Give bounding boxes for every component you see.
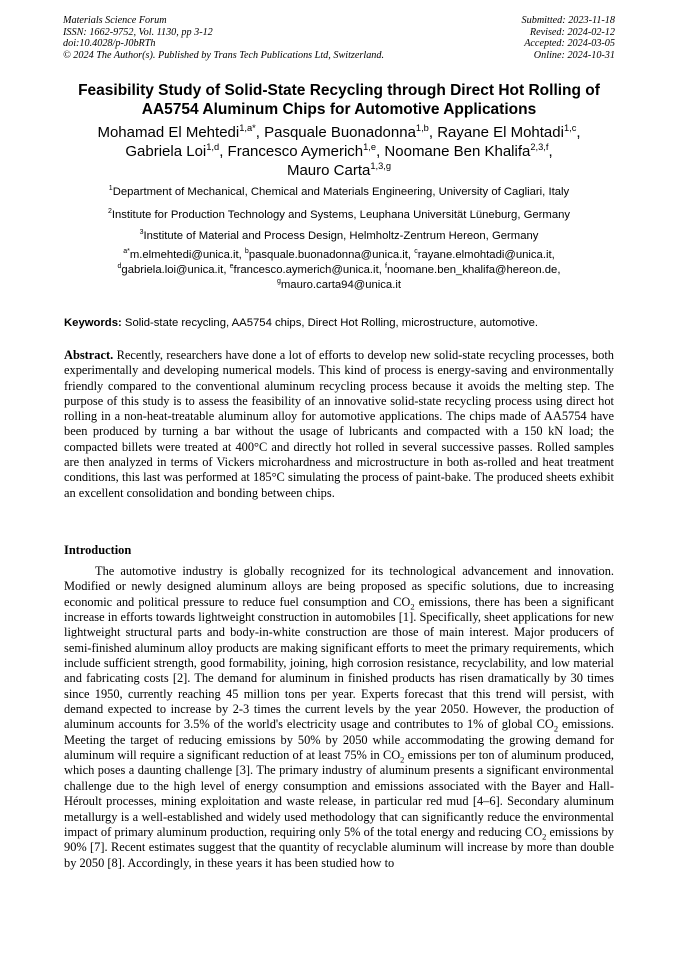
keywords [64, 316, 624, 330]
email[interactable]: $^c$rayane.elmohtadi@unica.it [414, 248, 552, 261]
email[interactable]: $^g$mauro.carta94@unica.it [276, 277, 401, 291]
author: Pasquale Buonadonna$^{1,b}$ [264, 123, 429, 141]
journal-copyright: © 2024 The Author(s). Published by Trans Tech Publications Ltd, Switzerland. [63, 49, 385, 61]
journal-issn: ISSN: 1662-9752, Vol. 1130, pp 3-12 [63, 26, 213, 38]
affiliation: $^2$Institute for Production Technology and Systems, Leuphana Universität Lüneburg, Germany [107, 208, 571, 221]
keywords-label: Keywords: [64, 317, 122, 329]
email[interactable]: $^e$francesco.aymerich@unica.it [229, 263, 379, 276]
author: Francesco Aymerich$^{1,e}$ [227, 142, 377, 160]
introduction-paragraph: The automotive industry is globally recognized for its technological advancement and innovation. Modified or newly designed aluminum alloys are being proposed as specific solutions, due to increasing economic and political pressure to reduce fuel consumption and $CO_2$ emissions, there has been a significant increase in efforts towards lightweight construction in automobiles [1]. Specifically, sheet applications for new lightweight structural parts and body-in-white construction are those of main interest. Major producers of semi-finished aluminum alloy products are making significant efforts to meet the primary requirements, which include sufficient strength, good formability, joining, high corrosion resistance, recyclability, and low material and fabricating costs [2]. The demand for aluminum in finished products has risen dramatically by 30 times since 1950, currently reaching 45 million tons per year. Experts forecast that this trend will persist, with demand expected to increase by 2-3 times the current levels by the year 2050. However, the production of aluminum accounts for 3.5% of the world's electricity usage and contributes to 1% of global $CO_2$ emissions. Meeting the target of reducing emissions by 50% by 2050 while accommodating the growing demand for aluminum will require a significant reduction of at least 75% in $CO_2$ emissions per ton of aluminum produced, which poses a daunting challenge [3]. The primary industry of aluminum presents a significant environmental challenge due to the high level of energy consumption and emissions associated with the Bayer and Hall-Héroult processes, mining exploitation and waste release, in particular red mud [4–6]. Secondary aluminum metallurgy is a well-established and widely used methodology that can significantly reduce the environmental impact of primary aluminum production, requiring only 5% of the total energy and reducing $CO_2$ emissions by 90% [7]. Recent estimates suggest that the quantity of recyclable aluminum will increase by more than double by 2050 [8]. Accordingly, in these years it has been studied how to [64, 564, 615, 870]
date-accepted: Accepted: 2024-03-05 [524, 38, 615, 49]
date-submitted: Submitted: 2023-11-18 [521, 15, 615, 26]
author: Mauro Carta$^{1,3,g}$ [286, 161, 392, 179]
author: Gabriela Loi$^{1,d}$ [125, 142, 220, 160]
author-line-1: Mohamad El Mehtedi$^{1,a*}$, Pasquale Buonadonna$^{1,b}$, Rayane El Mohtadi$^{1,c}$, [97, 123, 581, 141]
affiliation: $^3$Institute of Material and Process Design, Helmholtz-Zentrum Hereon, Germany [139, 229, 539, 242]
paper-title-line-2: AA5754 Aluminum Chips for Automotive Applications [141, 101, 537, 118]
journal-header-right [522, 15, 615, 61]
author-emails: $^{a*}$m.elmehtedi@unica.it, $^b$pasquale.buonadonna@unica.it, $^c$rayane.elmohtadi@unica.it, $^d$gabriela.loi@unica.it, $^e$francesco.aymerich@unica.it, $^f$noomane.ben_khalifa@hereon.de, $^g$mauro.carta94@unica.it [117, 248, 561, 291]
author: Mohamad El Mehtedi$^{1,a*}$ [97, 123, 256, 141]
author-line-3 [40, 161, 638, 180]
email[interactable]: $^d$gabriela.loi@unica.it [117, 263, 224, 276]
keywords-text: Solid-state recycling, AA5754 chips, Direct Hot Rolling, microstructure, automotive. [124, 317, 539, 329]
journal-doi: doi:10.4028/p-J0bRTh [63, 38, 156, 49]
affiliation: $^1$Department of Mechanical, Chemical and Materials Engineering, University of Cagliari, Italy [108, 185, 570, 198]
paper-title [40, 81, 638, 119]
author: Rayane El Mohtadi$^{1,c}$ [437, 123, 577, 141]
abstract [64, 348, 614, 501]
section-heading-introduction: Introduction [64, 543, 132, 557]
date-revised: Revised: 2024-02-12 [529, 26, 615, 38]
email[interactable]: $^{a*}$m.elmehtedi@unica.it [123, 248, 239, 261]
author-line-2: Gabriela Loi$^{1,d}$, Francesco Aymerich$^{1,e}$, Noomane Ben Khalifa$^{2,3,f}$, [125, 142, 553, 160]
journal-name: Materials Science Forum [63, 15, 167, 26]
abstract-text: Recently, researchers have done a lot of efforts to develop new solid-state recycling processes, both experimentally and developing numerical models. This kind of process is energy-saving and environmentally friendly compared to the conventional aluminum recycling process because it avoids the melting step. The purpose of this study is to assess the feasibility of an innovative solid-state recycling process using direct hot rolling in a non-heat-treatable aluminum alloy for automotive applications. The chips made of AA5754 have been produced by turning a bar without the usage of lubricants and compacted with a 150 kN load; the compacted billets were treated at 400°C and directly hot rolled in several successive passes. Rolled samples are then analyzed in terms of Vickers microhardness and microstructure in both as-rolled and heat treatment conditions, this last was performed at 185°C simulating the process of paint-bake. The produced sheets exhibit an excellent consolidation and bonding between chips. [64, 348, 614, 500]
journal-header-left [63, 15, 384, 61]
author-list [40, 123, 638, 180]
paper-title-line-1: Feasibility Study of Solid-State Recycling through Direct Hot Rolling of [78, 82, 600, 99]
author: Noomane Ben Khalifa$^{2,3,f}$ [384, 142, 549, 160]
email[interactable]: $^f$noomane.ben_khalifa@hereon.de [385, 263, 558, 276]
date-online: Online: 2024-10-31 [533, 49, 615, 61]
email[interactable]: $^b$pasquale.buonadonna@unica.it [244, 248, 408, 261]
abstract-label: Abstract. [64, 348, 114, 362]
